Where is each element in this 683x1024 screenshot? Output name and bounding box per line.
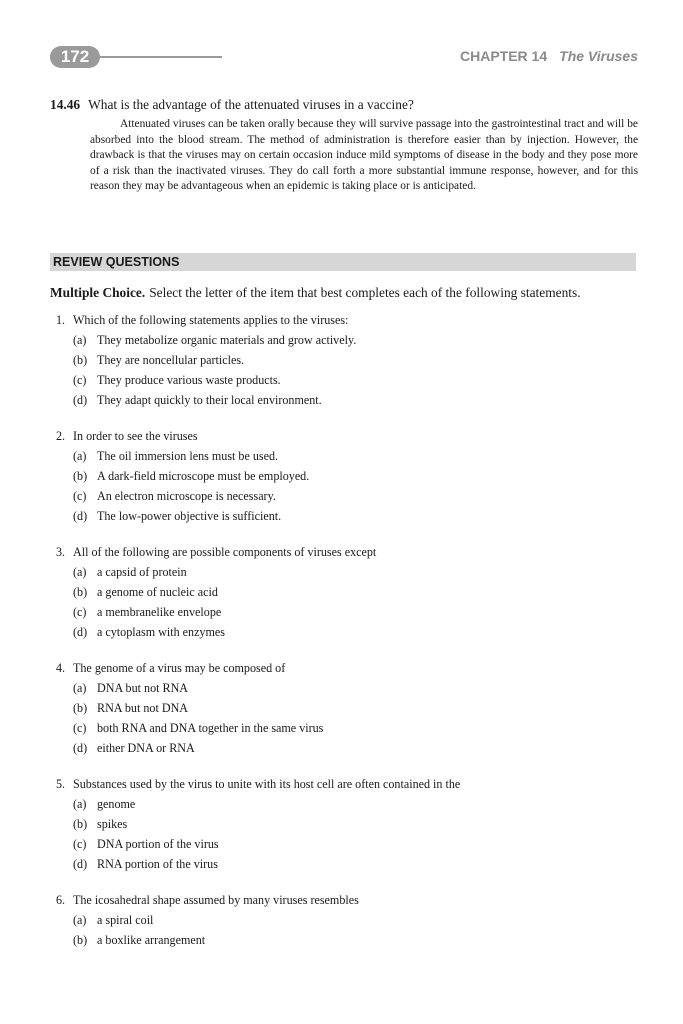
instruction-lead: Multiple Choice.	[50, 285, 146, 300]
question-number: 3.	[56, 545, 66, 559]
question-text: The genome of a virus may be composed of	[73, 661, 286, 675]
instruction-text: Select the letter of the item that best completes each of the following statements.	[149, 285, 581, 300]
option-letter: (a)	[73, 449, 87, 463]
option-text: The low-power objective is sufficient.	[97, 509, 282, 523]
option-letter: (d)	[73, 509, 88, 523]
option-text: RNA but not DNA	[97, 701, 189, 715]
option-letter: (d)	[73, 393, 88, 407]
option-text: a capsid of protein	[97, 565, 187, 579]
option-text: DNA portion of the virus	[97, 837, 219, 851]
answer-option	[56, 446, 636, 466]
page-header	[50, 44, 638, 72]
question-text: All of the following are possible components of viruses except	[73, 545, 377, 559]
solved-problem	[50, 96, 638, 195]
option-letter: (a)	[73, 797, 87, 811]
question-stem	[56, 658, 636, 678]
answer-option	[56, 486, 636, 506]
question-stem	[56, 542, 636, 562]
answer-option	[56, 330, 636, 350]
problem-question: What is the advantage of the attenuated viruses in a vaccine?	[88, 97, 414, 112]
option-text: An electron microscope is necessary.	[97, 489, 276, 503]
problem-question-line	[50, 96, 638, 114]
option-letter: (b)	[73, 585, 88, 599]
option-letter: (a)	[73, 913, 87, 927]
option-letter: (d)	[73, 857, 88, 871]
answer-option	[56, 910, 636, 930]
answer-option	[56, 622, 636, 642]
option-text: The oil immersion lens must be used.	[97, 449, 279, 463]
option-letter: (c)	[73, 489, 87, 503]
question-item	[56, 310, 636, 410]
problem-number: 14.46	[50, 97, 81, 112]
question-text: Which of the following statements applies to the viruses:	[73, 313, 349, 327]
option-letter: (c)	[73, 721, 87, 735]
question-item	[56, 774, 636, 874]
option-letter: (b)	[73, 353, 88, 367]
question-stem	[56, 774, 636, 794]
question-stem	[56, 426, 636, 446]
option-letter: (c)	[73, 605, 87, 619]
answer-option	[56, 678, 636, 698]
option-text: spikes	[97, 817, 128, 831]
question-number: 4.	[56, 661, 66, 675]
question-stem	[56, 310, 636, 330]
answer-option	[56, 390, 636, 410]
answer-option	[56, 718, 636, 738]
option-text: a boxlike arrangement	[97, 933, 206, 947]
answer-option	[56, 602, 636, 622]
answer-option	[56, 814, 636, 834]
chapter-heading	[460, 48, 638, 64]
option-text: They are noncellular particles.	[97, 353, 245, 367]
answer-option	[56, 466, 636, 486]
answer-option	[56, 582, 636, 602]
option-text: A dark-field microscope must be employed.	[97, 469, 310, 483]
problem-answer: Attenuated viruses can be taken orally because they will survive passage into the gastrointestinal tract and will be absorbed into the blood stream. The method of administration is therefore easier than by injection. However, the drawback is that the viruses may on certain occasion induce mild symptoms of disease in the body and they pose more of a risk than the inactivated viruses. They do call forth a more substantial immune response, however, and for this reason they may be advantageous when an epidemic is taking place or is anticipated.	[90, 118, 638, 192]
option-letter: (b)	[73, 933, 88, 947]
option-letter: (b)	[73, 469, 88, 483]
chapter-label: CHAPTER 14	[460, 48, 548, 64]
answer-option	[56, 854, 636, 874]
multiple-choice-instructions	[50, 284, 638, 302]
option-text: a spiral coil	[97, 913, 154, 927]
option-text: RNA portion of the virus	[97, 857, 218, 871]
question-number: 5.	[56, 777, 66, 791]
question-item	[56, 890, 636, 950]
option-text: a membranelike envelope	[97, 605, 222, 619]
option-letter: (c)	[73, 373, 87, 387]
option-letter: (a)	[73, 565, 87, 579]
chapter-title: The Viruses	[559, 48, 638, 64]
option-text: They produce various waste products.	[97, 373, 281, 387]
option-letter: (b)	[73, 701, 88, 715]
option-letter: (a)	[73, 333, 87, 347]
option-text: a cytoplasm with enzymes	[97, 625, 225, 639]
answer-option	[56, 350, 636, 370]
answer-option	[56, 834, 636, 854]
answer-option	[56, 794, 636, 814]
question-list	[56, 310, 636, 966]
question-item	[56, 658, 636, 758]
option-letter: (c)	[73, 837, 87, 851]
answer-option	[56, 562, 636, 582]
question-text: The icosahedral shape assumed by many viruses resembles	[73, 893, 359, 907]
option-letter: (d)	[73, 625, 88, 639]
review-questions-heading: REVIEW QUESTIONS	[50, 253, 636, 271]
option-text: a genome of nucleic acid	[97, 585, 218, 599]
option-text: DNA but not RNA	[97, 681, 189, 695]
answer-option	[56, 930, 636, 950]
option-letter: (b)	[73, 817, 88, 831]
header-rule	[98, 56, 222, 58]
answer-option	[56, 738, 636, 758]
question-text: In order to see the viruses	[73, 429, 198, 443]
question-number: 6.	[56, 893, 66, 907]
answer-option	[56, 506, 636, 526]
answer-option	[56, 698, 636, 718]
answer-option	[56, 370, 636, 390]
option-text: either DNA or RNA	[97, 741, 195, 755]
question-stem	[56, 890, 636, 910]
question-item	[56, 426, 636, 526]
option-text: They metabolize organic materials and grow actively.	[97, 333, 357, 347]
question-item	[56, 542, 636, 642]
question-text: Substances used by the virus to unite with its host cell are often contained in the	[73, 777, 461, 791]
option-text: genome	[97, 797, 136, 811]
option-text: both RNA and DNA together in the same virus	[97, 721, 324, 735]
option-letter: (d)	[73, 741, 88, 755]
option-text: They adapt quickly to their local environment.	[97, 393, 322, 407]
question-number: 1.	[56, 313, 66, 327]
option-letter: (a)	[73, 681, 87, 695]
page-number-badge: 172	[50, 46, 100, 68]
question-number: 2.	[56, 429, 66, 443]
